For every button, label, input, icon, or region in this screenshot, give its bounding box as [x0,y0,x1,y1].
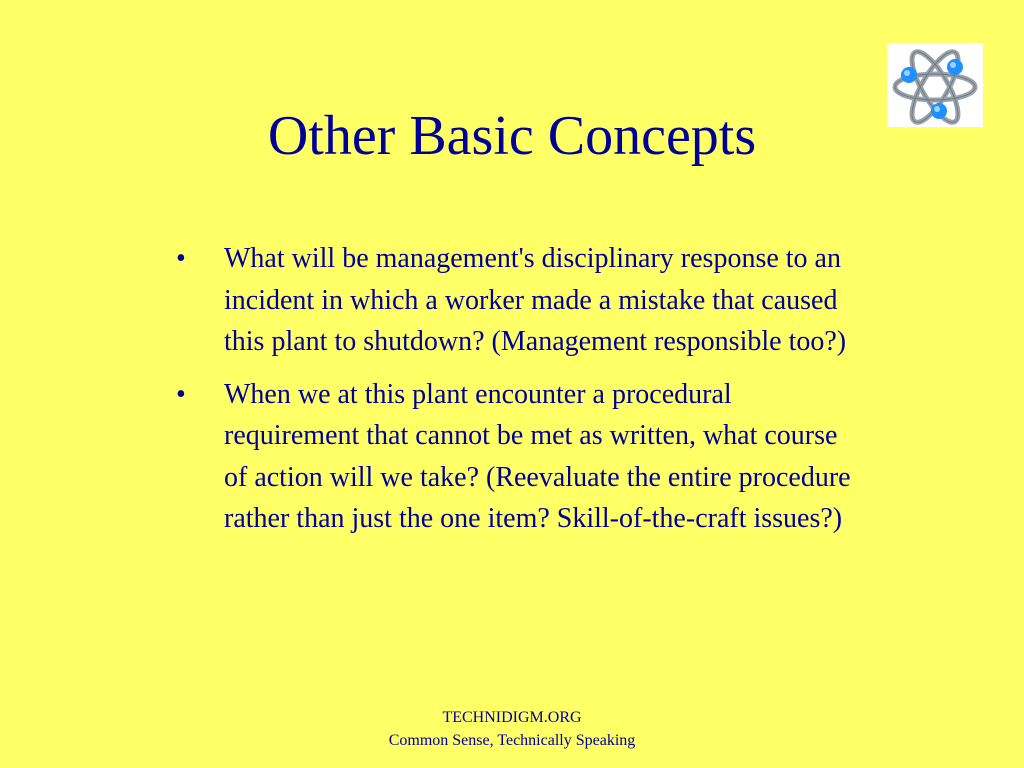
footer [0,706,1024,752]
bullet-text: When we at this plant encounter a procedural requirement that cannot be met as written, what course of action will we take? (Reevaluate the entire procedure rather than just the one item? Skill-of-the-craft issues?) [224,378,851,534]
bullet-list [176,238,856,551]
footer-site: TECHNIDIGM.ORG [442,709,582,726]
bullet-text: What will be management's disciplinary response to an incident in which a worker made a mistake that caused this plant to shutdown? (Management responsible too?) [224,243,847,357]
slide-title: Other Basic Concepts [267,105,757,167]
bullet-item [176,238,856,363]
bullet-marker: • [176,243,186,274]
bullet-marker: • [176,378,186,410]
footer-tagline: Common Sense, Technically Speaking [388,732,636,749]
bullet-item [176,374,856,540]
